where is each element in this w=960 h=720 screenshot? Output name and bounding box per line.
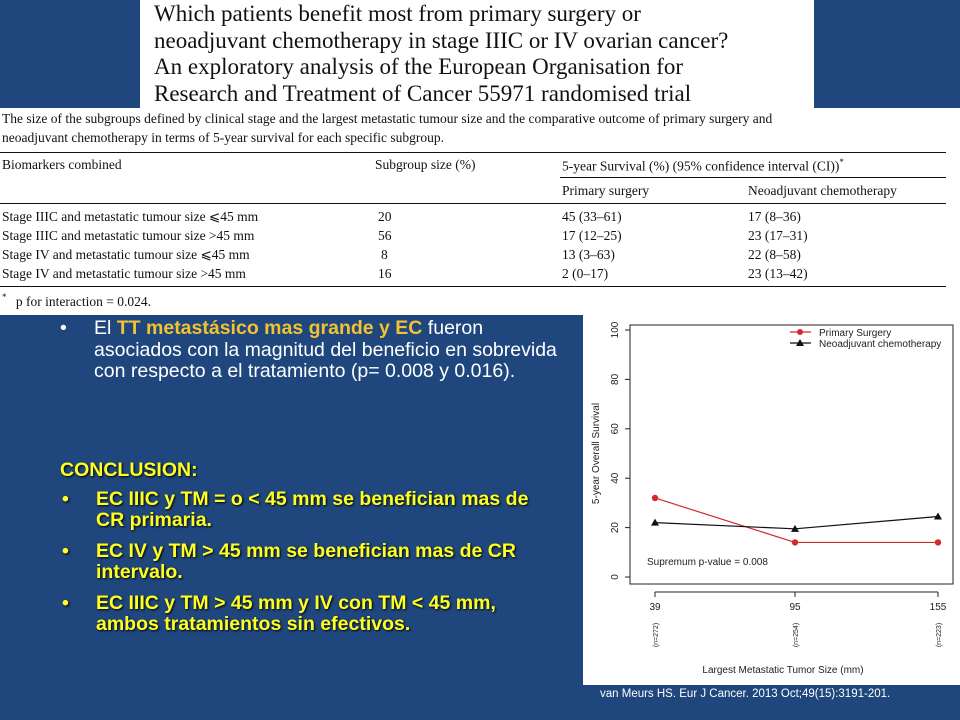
row-primary: 17 (12–25) bbox=[562, 228, 622, 243]
row-primary: 2 (0–17) bbox=[562, 266, 609, 281]
row-size: 20 bbox=[378, 209, 392, 224]
series-line bbox=[655, 516, 938, 528]
survival-subrule bbox=[560, 177, 946, 178]
paper-title-line-4: Research and Treatment of Cancer 55971 randomised trial bbox=[154, 80, 692, 106]
survival-chart bbox=[583, 315, 960, 685]
header-subgroup-size: Subgroup size (%) bbox=[375, 157, 476, 172]
legend-label: Primary Surgery bbox=[819, 328, 892, 339]
table-bottom-rule bbox=[0, 286, 946, 287]
finding-highlight: TT metastásico mas grande y EC bbox=[116, 317, 423, 339]
series-point bbox=[934, 512, 942, 519]
series-point bbox=[651, 519, 659, 526]
x-tick-label: 155 bbox=[929, 602, 947, 613]
footnote-text: p for interaction = 0.024. bbox=[15, 293, 151, 309]
y-tick-label: 40 bbox=[610, 472, 621, 484]
header-primary-surgery: Primary surgery bbox=[562, 183, 650, 198]
y-tick-label: 60 bbox=[610, 423, 621, 435]
paper-title-line-2: neoadjuvant chemotherapy in stage IIIC or IV ovarian cancer? bbox=[154, 27, 729, 53]
conclusion-heading: CONCLUSION: bbox=[60, 459, 198, 481]
series-point bbox=[935, 539, 941, 545]
row-label: Stage IIIC and metastatic tumour size >45 mm bbox=[2, 228, 255, 243]
y-axis-label: 5-year Overall Survival bbox=[591, 402, 602, 505]
row-label: Stage IV and metastatic tumour size >45 mm bbox=[2, 266, 246, 281]
series-point bbox=[792, 539, 798, 545]
finding-bullet-item bbox=[58, 318, 568, 383]
bullet-dot-icon: • bbox=[62, 540, 69, 562]
header-neoadjuvant: Neoadjuvant chemotherapy bbox=[748, 183, 897, 198]
x-tick-label: 39 bbox=[649, 602, 661, 613]
y-tick-label: 80 bbox=[610, 373, 621, 385]
y-tick-label: 20 bbox=[610, 522, 621, 534]
header-survival-mark: * bbox=[839, 157, 844, 167]
footnote-mark: * bbox=[2, 292, 7, 302]
paper-title-line-3: An exploratory analysis of the European Organisation for bbox=[154, 54, 684, 79]
conclusion-item bbox=[60, 593, 560, 635]
row-label: Stage IV and metastatic tumour size ⩽45 mm bbox=[2, 247, 250, 262]
table-header-rule bbox=[0, 203, 946, 204]
table-footnote bbox=[2, 292, 151, 310]
finding-text-pre: El bbox=[94, 317, 117, 339]
bullet-dot-icon: • bbox=[62, 488, 69, 510]
paper-title-box bbox=[140, 0, 814, 110]
x-count-label: (n=223) bbox=[936, 622, 943, 648]
citation: van Meurs HS. Eur J Cancer. 2013 Oct;49(15):3191-201. bbox=[600, 688, 891, 700]
bullet-dot-icon: • bbox=[62, 592, 69, 614]
finding-bullet bbox=[58, 318, 568, 383]
row-neoadjuvant: 22 (8–58) bbox=[748, 247, 801, 262]
x-count-label: (n=254) bbox=[793, 622, 800, 648]
row-size: 16 bbox=[378, 266, 392, 281]
bullet-dot-icon: • bbox=[60, 317, 67, 339]
legend-label: Neoadjuvant chemotherapy bbox=[819, 339, 942, 350]
x-count-label: (n=272) bbox=[653, 622, 660, 648]
legend-marker bbox=[797, 329, 803, 335]
row-primary: 45 (33–61) bbox=[562, 209, 622, 224]
header-biomarkers: Biomarkers combined bbox=[2, 157, 122, 172]
row-neoadjuvant: 23 (13–42) bbox=[748, 266, 808, 281]
row-size: 8 bbox=[381, 247, 388, 262]
y-tick-label: 0 bbox=[610, 574, 621, 580]
conclusion-item-text: EC IIIC y TM = o < 45 mm se benefician mas de CR primaria. bbox=[96, 488, 529, 531]
series-point bbox=[652, 495, 658, 501]
conclusion-item-text: EC IIIC y TM > 45 mm y IV con TM < 45 mm, ambos tratamientos sin efectivos. bbox=[96, 592, 496, 635]
row-label: Stage IIIC and metastatic tumour size ⩽45 mm bbox=[2, 209, 259, 224]
conclusion-item bbox=[60, 489, 560, 531]
row-neoadjuvant: 23 (17–31) bbox=[748, 228, 808, 243]
row-primary: 13 (3–63) bbox=[562, 247, 615, 262]
row-size: 56 bbox=[378, 228, 392, 243]
header-survival-text: 5-year Survival (%) (95% confidence interval (CI)) bbox=[562, 158, 840, 174]
conclusion-item bbox=[60, 541, 560, 583]
table-caption-line-1: The size of the subgroups defined by clinical stage and the largest metastatic tumour size and the comparative outcome of primary surgery and bbox=[2, 111, 773, 126]
conclusion-item-text: EC IV y TM > 45 mm se benefician mas de CR intervalo. bbox=[96, 540, 516, 583]
header-survival bbox=[562, 157, 844, 175]
y-tick-label: 100 bbox=[610, 321, 621, 339]
table-caption-line-2: neoadjuvant chemotherapy in terms of 5-year survival for each specific subgroup. bbox=[2, 130, 444, 145]
survival-chart-svg bbox=[583, 315, 960, 685]
x-axis-label: Largest Metastatic Tumor Size (mm) bbox=[702, 665, 864, 676]
paper-title-line-1: Which patients benefit most from primary surgery or bbox=[154, 1, 641, 26]
row-neoadjuvant: 17 (8–36) bbox=[748, 209, 801, 224]
finding-text-post: fueron asociados con la magnitud del beneficio en sobrevida con respecto a el tratamiento (p= 0.008 y 0.016). bbox=[94, 317, 557, 382]
subgroup-table bbox=[0, 108, 960, 315]
chart-annotation: Supremum p-value = 0.008 bbox=[647, 557, 768, 568]
conclusion-block bbox=[60, 460, 560, 645]
table-top-rule bbox=[0, 152, 946, 153]
plot-frame bbox=[630, 325, 953, 584]
x-tick-label: 95 bbox=[789, 602, 801, 613]
